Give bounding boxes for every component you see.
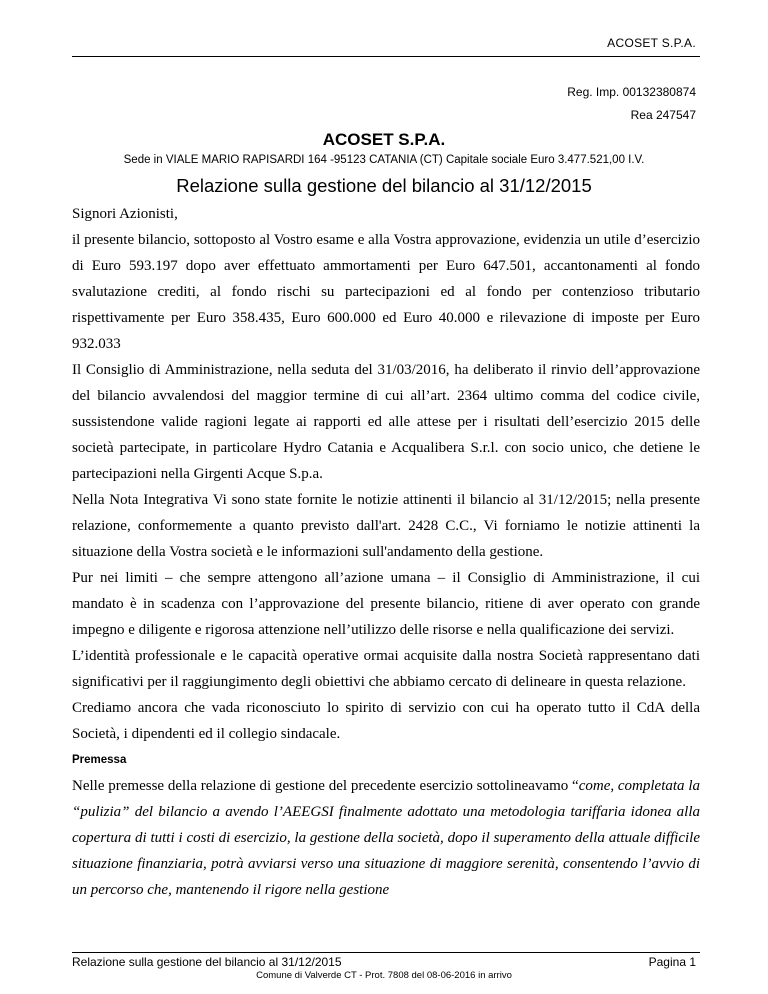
premessa-intro: Nelle premesse della relazione di gestione del precedente esercizio sottolineavamo “	[72, 778, 579, 794]
paragraph-consiglio: Il Consiglio di Amministrazione, nella seduta del 31/03/2016, ha deliberato il rinvio dell’approvazione del bilancio avvalendosi del maggior termine di cui all’art. 2364 ultimo comma del codice civile, sussistendone valide ragioni legate ai rapporti ed alle attese per i risultati dell’esercizio 2015 delle società partecipate, in particolare Hydro Catania e Acqualibera S.r.l. con socio unico, che detiene le partecipazioni nella Girgenti Acque S.p.a.	[72, 362, 700, 482]
paragraph-limiti: Pur nei limiti – che sempre attengono all’azione umana – il Consiglio di Amministrazione, il cui mandato è in scadenza con l’approvazione del presente bilancio, ritiene di aver operato con grande impegno e diligente e rigorosa attenzione nell’utilizzo delle risorse e nella qualificazione dei servizi.	[72, 570, 700, 638]
footer-rule	[72, 952, 700, 953]
paragraph-nota-integrativa: Nella Nota Integrativa Vi sono state fornite le notizie attinenti il bilancio al 31/12/2015; nella presente relazione, conformemente a quanto previsto dall'art. 2428 C.C., Vi forniamo le notizie attinenti la situazione della Vostra società e le informazioni sull'andamento della gestione.	[72, 492, 700, 560]
salutation: Signori Azionisti,	[72, 206, 178, 222]
protocol-stamp: Comune di Valverde CT - Prot. 7808 del 08-06-2016 in arrivo	[256, 970, 512, 981]
company-sede: Sede in VIALE MARIO RAPISARDI 164 -95123 CATANIA (CT) Capitale sociale Euro 3.477.521,00 I.V.	[123, 154, 645, 166]
document-body	[72, 201, 700, 903]
reg-imp-number: Reg. Imp. 00132380874	[567, 85, 696, 99]
premessa-quote: come, completata la “pulizia” del bilancio a avendo l’AEEGSI finalmente adottato una metodologia tariffaria idonea alla copertura di tutti i costi di esercizio, la gestione della società, dopo il superamento della attuale difficile situazione finanziaria, potrà avviarsi verso una situazione di maggiore serenità, consentendo l’avvio di un percorso che, mantenendo il rigore nella gestione	[72, 778, 700, 898]
page-number: Pagina 1	[648, 955, 696, 969]
footer-title: Relazione sulla gestione del bilancio al 31/12/2015	[72, 955, 342, 969]
paragraph-identita: L’identità professionale e le capacità operative ormai acquisite dalla nostra Società rappresentano dati significativi per il raggiungimento degli obiettivi che abbiamo cercato di delineare in questa relazione.	[72, 648, 700, 690]
document-title: Relazione sulla gestione del bilancio al 31/12/2015	[176, 175, 592, 196]
running-head: ACOSET S.P.A.	[607, 36, 696, 50]
rea-number: Rea 247547	[630, 108, 696, 122]
paragraph-spirito: Crediamo ancora che vada riconosciuto lo spirito di servizio con cui ha operato tutto il CdA della Società, i dipendenti ed il collegio sindacale.	[72, 700, 700, 742]
section-heading-premessa: Premessa	[72, 754, 127, 766]
header-rule	[72, 56, 700, 57]
paragraph-utile: il presente bilancio, sottoposto al Vostro esame e alla Vostra approvazione, evidenzia un utile d’esercizio di Euro 593.197 dopo aver effettuato ammortamenti per Euro 647.501, accantonamenti al fondo svalutazione crediti, al fondo rischi su partecipazioni ed al fondo per contenzioso tributario rispettivamente per Euro 358.435, Euro 600.000 ed Euro 40.000 e rilevazione di imposte per Euro 932.033	[72, 232, 700, 352]
company-name: ACOSET S.P.A.	[322, 130, 446, 149]
paragraph-premessa	[72, 773, 700, 903]
